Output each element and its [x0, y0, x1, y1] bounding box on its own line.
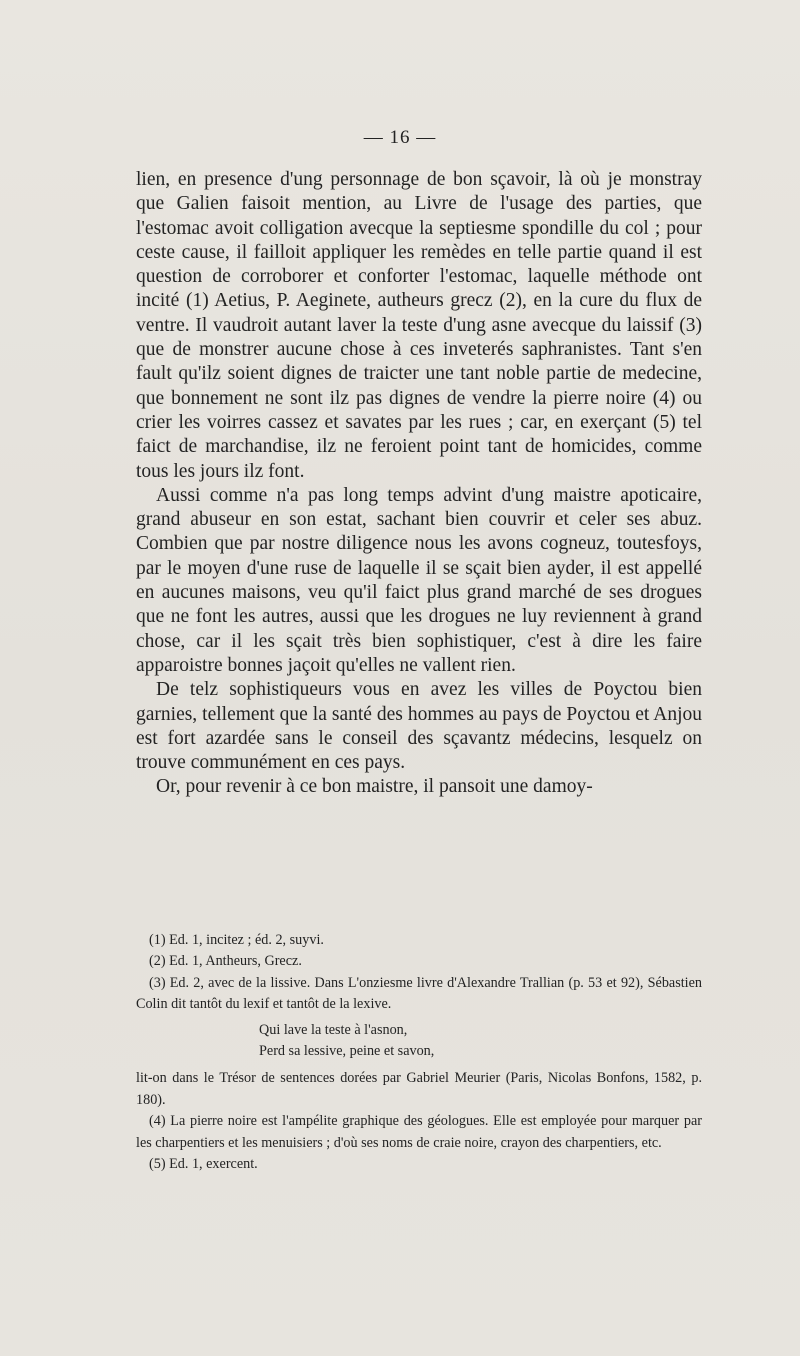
footnote-5: (5) Ed. 1, exercent. — [149, 1156, 258, 1173]
paragraph-4: Or, pour revenir à ce bon maistre, il pansoit une damoy- — [156, 776, 593, 798]
footnote-4: (4) La pierre noire est l'ampélite graphique des géologues. Elle est employée pour marquer par les charpentiers et les menuisiers ; d'où ses noms de craie noire, crayon des charpentiers, etc. — [136, 1113, 702, 1151]
page-number: — 16 — — [363, 127, 437, 148]
footnote-3-continued: lit-on dans le Trésor de sentences dorées par Gabriel Meurier (Paris, Nicolas Bonfons, 1582, p. 180). — [136, 1070, 702, 1108]
footnote-3: (3) Ed. 2, avec de la lissive. Dans L'onziesme livre d'Alexandre Trallian (p. 53 et 92), Sébastien Colin dit tantôt du lexif et tantôt de la lexive. — [136, 974, 702, 1013]
footnotes — [136, 930, 702, 1175]
footnote-1: (1) Ed. 1, incitez ; éd. 2, suyvi. — [149, 932, 324, 948]
paragraph-3: De telz sophistiqueurs vous en avez les villes de Poyctou bien garnies, tellement que la santé des hommes au pays de Poyctou et Anjou est fort azardée sans le conseil des sçavantz médecins, lesquelz on trouve communément en ces pays. — [136, 679, 702, 774]
footnote-2: (2) Ed. 1, Antheurs, Grecz. — [149, 953, 302, 970]
paragraph-2: Aussi comme n'a pas long temps advint d'ung maistre apoticaire, grand abuseur en son estat, sachant bien couvrir et celer ses abuz. Combien que par nostre diligence nous les avons cogneuz, toutesfoys, par le moyen d'une ruse de laquelle il se sçait bien ayder, il est appellé en aucunes maisons, veu qu'il faict plus grand marché de ses drogues que ne font les autres, aussi que les drogues ne luy reviennent à grand chose, car il les sçait très bien sophistiquer, c'est à dire les faire apparoistre bonnes jaçoit qu'elles ne vallent rien. — [136, 484, 702, 676]
main-text — [136, 168, 702, 800]
paragraph-1: lien, en presence d'ung personnage de bon sçavoir, là où je monstray que Galien faisoit mention, au Livre de l'usage des parties, que l'estomac avoit colligation avecque la septiesme spondille du col ; pour ceste cause, il failloit appliquer les remèdes en telle partie quand il est question de corroborer et conforter l'estomac, laquelle méthode ont incité (1) Aetius, P. Aeginete, autheurs grecz (2), en la cure du flux de ventre. Il vaudroit autant laver la teste d'ung asne avecque du laissif (3) que de monstrer aucune chose à ces inveterés saphranistes. Tant s'en fault qu'ilz soient dignes de traicter une tant noble partie de medecine, que bonnement ne sont ilz pas dignes de vendre la pierre noire (4) ou crier les voirres cassez et savates par les rues ; car, en exerçant (5) tel faict de marchandise, ilz ne feroient point tant de homicides, comme tous les jours ilz font. — [136, 169, 702, 482]
footnote-verse-line-2: Perd sa lessive, peine et savon, — [259, 1043, 435, 1060]
footnote-verse-line-1: Qui lave la teste à l'asnon, — [259, 1021, 408, 1038]
